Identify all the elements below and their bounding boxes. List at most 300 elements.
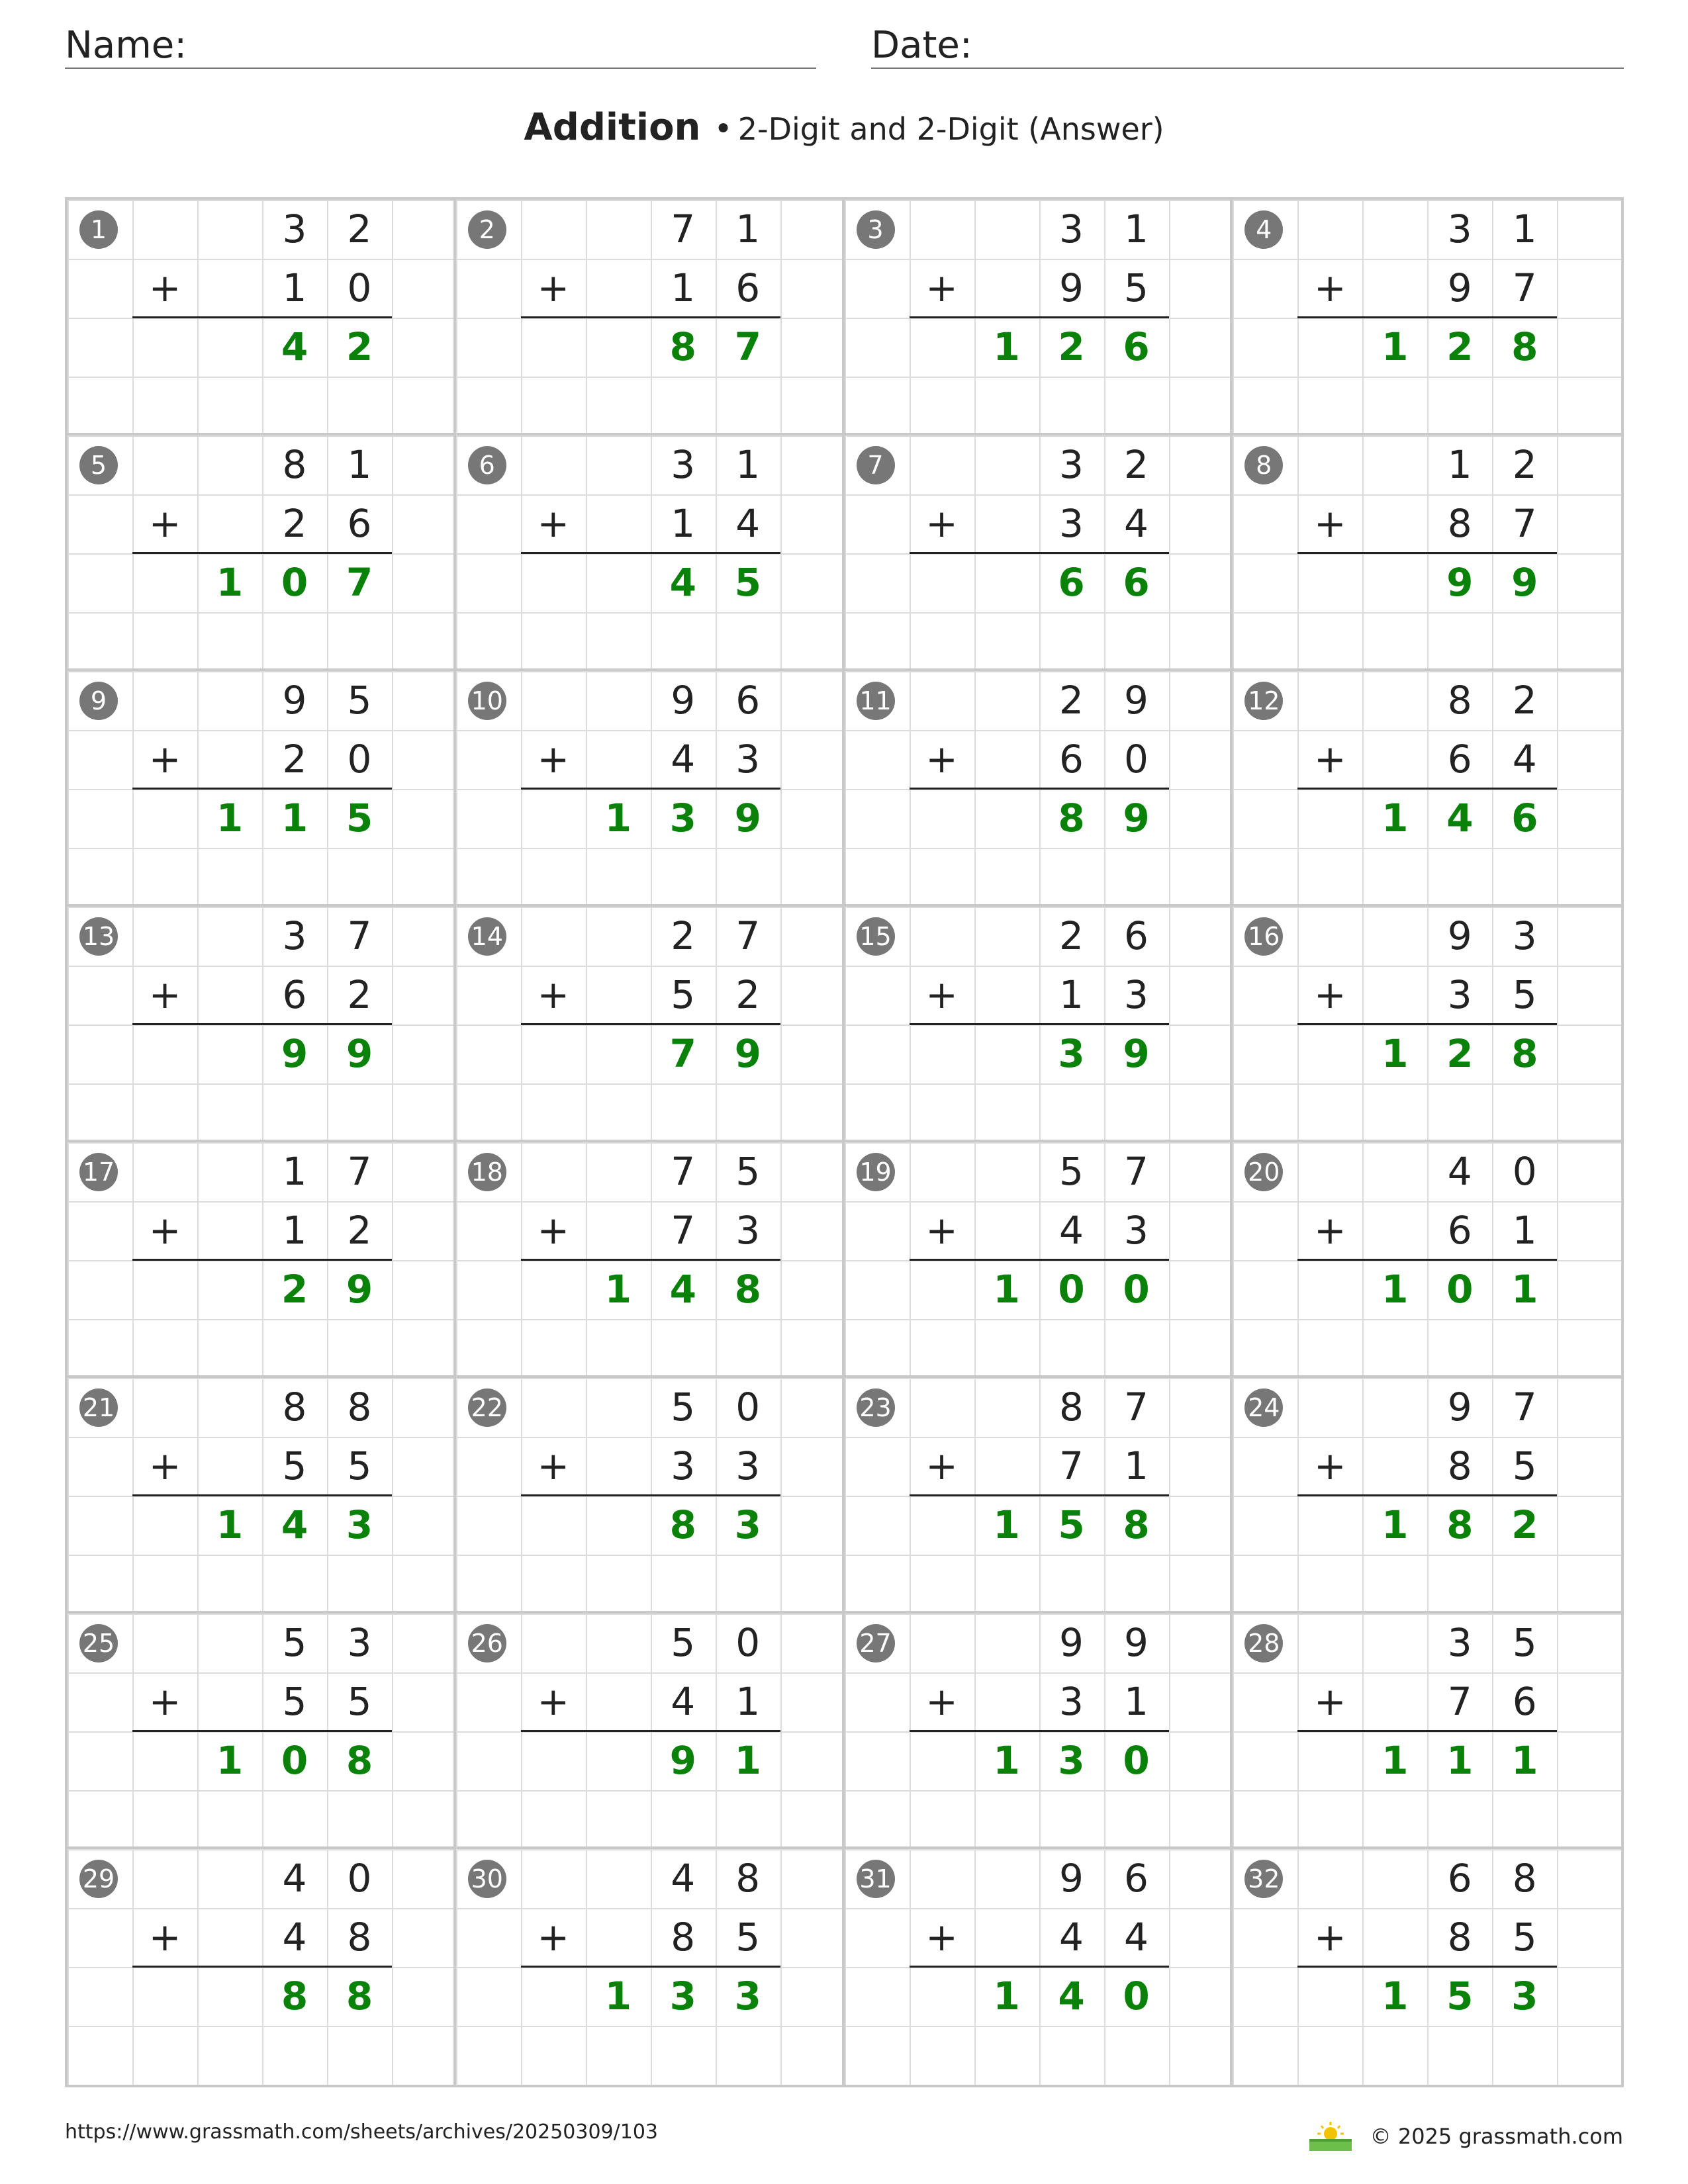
answer-digit: 3 [346, 1502, 373, 1547]
sum-rule [521, 1494, 780, 1496]
answer-digit: 0 [281, 560, 308, 605]
answer-digit [132, 789, 197, 848]
problem-10 [456, 671, 845, 907]
problem-8 [1233, 435, 1621, 671]
addend-top-row [845, 1378, 1231, 1437]
addend-bottom-row [456, 494, 842, 553]
plus-sign: + [925, 1443, 958, 1488]
answer-digit [197, 1967, 262, 2026]
addend-top-digit [132, 1378, 197, 1437]
answer-digit [586, 1496, 651, 1555]
addend-top-row [456, 1849, 842, 1908]
title-main: Addition [524, 106, 701, 149]
answer-digit: 0 [1446, 1267, 1474, 1312]
problem-number-badge: 28 [1244, 1624, 1283, 1662]
addend-top-digit [132, 1849, 197, 1908]
answer-digit: 5 [734, 560, 761, 605]
addend-top-digit: 9 [1059, 1620, 1084, 1665]
addend-top-digit [1362, 1849, 1427, 1908]
answer-row [456, 1024, 842, 1083]
addend-top-digit: 3 [1059, 206, 1084, 251]
problem-number-badge: 23 [857, 1388, 895, 1427]
answer-digit: 8 [669, 324, 696, 369]
addend-top-digit [197, 1849, 262, 1908]
addend-bottom-digit: 6 [347, 501, 372, 546]
addend-top-digit [974, 1614, 1039, 1672]
answer-row [456, 318, 842, 377]
answer-digit [1297, 318, 1362, 377]
answer-digit [132, 1496, 197, 1555]
plus-sign: + [148, 501, 181, 546]
plus-sign: + [537, 972, 570, 1017]
answer-row [845, 1731, 1231, 1790]
addend-bottom-digit: 5 [671, 972, 696, 1017]
answer-digit: 3 [669, 796, 696, 841]
answer-digit: 1 [734, 1738, 761, 1783]
addend-top-digit [586, 671, 651, 730]
answer-digit: 0 [1123, 1738, 1150, 1783]
addend-bottom-digit: 3 [735, 1208, 761, 1253]
answer-digit: 4 [669, 1267, 696, 1312]
answer-digit: 8 [734, 1267, 761, 1312]
answer-digit: 1 [604, 1267, 632, 1312]
addend-top-row [456, 200, 842, 259]
addend-top-row [1233, 1614, 1621, 1672]
plus-sign: + [537, 501, 570, 546]
addend-top-digit: 3 [282, 913, 307, 958]
addend-bottom-digit [1362, 1201, 1427, 1260]
problem-number-badge: 7 [857, 446, 895, 484]
sum-rule [132, 788, 392, 790]
problem-2 [456, 200, 845, 435]
addend-bottom-digit [586, 1672, 651, 1731]
answer-digit: 8 [281, 1974, 308, 2019]
addend-bottom-row [68, 259, 453, 318]
addend-bottom-digit [974, 1908, 1039, 1967]
addend-bottom-row [68, 1908, 453, 1967]
addend-bottom-digit: 7 [1512, 501, 1537, 546]
answer-row [1233, 1024, 1621, 1083]
addend-top-digit [974, 200, 1039, 259]
answer-digit: 9 [1123, 796, 1150, 841]
answer-digit [521, 1731, 586, 1790]
answer-digit: 8 [346, 1974, 373, 2019]
problem-22 [456, 1378, 845, 1614]
addend-bottom-digit: 5 [1512, 972, 1537, 1017]
plus-sign: + [537, 1443, 570, 1488]
answer-row [845, 553, 1231, 612]
answer-digit: 9 [1511, 560, 1538, 605]
addend-bottom-digit: 7 [1059, 1443, 1084, 1488]
answer-digit: 0 [1058, 1267, 1085, 1312]
addend-top-digit [974, 671, 1039, 730]
addend-top-digit: 9 [282, 678, 307, 723]
addend-top-digit [1297, 200, 1362, 259]
answer-row [845, 1967, 1231, 2026]
addend-bottom-digit: 6 [282, 972, 307, 1017]
plus-sign: + [148, 1208, 181, 1253]
answer-digit: 7 [346, 560, 373, 605]
addend-bottom-row [68, 1437, 453, 1496]
answer-row [1233, 1967, 1621, 2026]
addend-bottom-row [68, 730, 453, 789]
addend-bottom-digit [974, 1437, 1039, 1496]
answer-digit: 2 [1446, 324, 1474, 369]
addend-bottom-row [68, 1672, 453, 1731]
addend-top-digit [197, 1142, 262, 1201]
addend-top-digit: 2 [671, 913, 696, 958]
problem-1 [68, 200, 456, 435]
problem-21 [68, 1378, 456, 1614]
addend-top-row [1233, 200, 1621, 259]
answer-digit: 8 [669, 1502, 696, 1547]
answer-digit: 9 [346, 1267, 373, 1312]
addend-top-digit [521, 200, 586, 259]
addend-bottom-digit: 8 [347, 1915, 372, 1960]
sum-rule [910, 1730, 1169, 1732]
addend-top-digit [910, 1142, 974, 1201]
problem-26 [456, 1614, 845, 1849]
addend-bottom-row [845, 494, 1231, 553]
problem-number-badge: 21 [79, 1388, 118, 1427]
addend-top-digit: 9 [1447, 1385, 1472, 1430]
problem-20 [1233, 1142, 1621, 1378]
answer-digit: 1 [604, 1974, 632, 2019]
problem-9 [68, 671, 456, 907]
addend-bottom-digit: 5 [1124, 265, 1149, 310]
answer-digit: 1 [993, 1974, 1020, 2019]
addend-bottom-digit: 1 [1124, 1443, 1149, 1488]
answer-digit: 2 [1446, 1031, 1474, 1076]
problem-number-badge: 22 [468, 1388, 506, 1427]
addend-top-digit: 3 [1512, 913, 1537, 958]
answer-row [845, 789, 1231, 848]
name-field[interactable] [65, 24, 816, 69]
addend-top-digit [910, 907, 974, 966]
addend-top-digit: 9 [1059, 1856, 1084, 1901]
addend-top-digit: 8 [1447, 678, 1472, 723]
addend-top-digit [1297, 907, 1362, 966]
addend-bottom-digit: 8 [1447, 1915, 1472, 1960]
addend-bottom-digit: 4 [735, 501, 761, 546]
problem-23 [845, 1378, 1233, 1614]
answer-digit: 9 [669, 1738, 696, 1783]
answer-digit: 5 [1058, 1502, 1085, 1547]
answer-digit: 1 [1382, 1031, 1409, 1076]
addend-bottom-digit: 2 [347, 972, 372, 1017]
addend-top-digit: 6 [1447, 1856, 1472, 1901]
addend-bottom-digit: 2 [282, 501, 307, 546]
answer-digit: 9 [346, 1031, 373, 1076]
answer-row [1233, 1731, 1621, 1790]
addend-top-digit: 2 [347, 206, 372, 251]
problem-32 [1233, 1849, 1621, 2085]
addend-top-digit: 7 [1124, 1385, 1149, 1430]
addend-top-row [845, 200, 1231, 259]
problem-number-badge: 15 [857, 917, 895, 956]
answer-digit: 8 [1511, 324, 1538, 369]
answer-digit [910, 553, 974, 612]
plus-sign: + [148, 1915, 181, 1960]
answer-row [68, 1024, 453, 1083]
addend-top-row [1233, 1849, 1621, 1908]
addend-bottom-row [456, 1201, 842, 1260]
addend-top-digit [586, 1142, 651, 1201]
problem-number-badge: 17 [79, 1153, 118, 1191]
addend-top-digit [197, 1378, 262, 1437]
answer-row [456, 1496, 842, 1555]
addend-top-digit [910, 1378, 974, 1437]
answer-row [456, 1967, 842, 2026]
addend-bottom-digit: 1 [282, 1208, 307, 1253]
addend-bottom-digit: 5 [347, 1443, 372, 1488]
addend-top-digit: 3 [1447, 1620, 1472, 1665]
answer-digit: 1 [281, 796, 308, 841]
addend-bottom-digit: 2 [282, 737, 307, 782]
addend-bottom-row [456, 966, 842, 1024]
sum-rule [132, 1259, 392, 1261]
addend-top-digit: 8 [1512, 1856, 1537, 1901]
plus-sign: + [537, 1208, 570, 1253]
addend-top-digit [974, 1378, 1039, 1437]
addend-bottom-digit [586, 259, 651, 318]
addend-top-digit: 9 [1124, 1620, 1149, 1665]
addend-top-digit: 8 [282, 1385, 307, 1430]
addend-bottom-digit [1362, 1437, 1427, 1496]
answer-digit: 3 [1058, 1031, 1085, 1076]
answer-digit: 4 [281, 1502, 308, 1547]
addend-bottom-digit: 5 [735, 1915, 761, 1960]
addend-bottom-digit [586, 1437, 651, 1496]
addend-bottom-digit [197, 1201, 262, 1260]
addend-bottom-digit: 1 [671, 501, 696, 546]
plus-sign: + [1313, 737, 1346, 782]
addend-top-digit [1297, 1142, 1362, 1201]
footer-copyright [1307, 2120, 1623, 2152]
addend-bottom-digit: 3 [1059, 1679, 1084, 1724]
answer-digit: 9 [734, 1031, 761, 1076]
answer-digit: 1 [1382, 1502, 1409, 1547]
answer-row [68, 789, 453, 848]
answer-digit: 6 [1123, 560, 1150, 605]
answer-digit: 0 [1123, 1974, 1150, 2019]
answer-digit: 4 [1446, 796, 1474, 841]
answer-row [1233, 789, 1621, 848]
plus-sign: + [925, 501, 958, 546]
problem-18 [456, 1142, 845, 1378]
answer-digit [910, 789, 974, 848]
addend-bottom-row [68, 494, 453, 553]
problem-11 [845, 671, 1233, 907]
answer-digit: 1 [1511, 1738, 1538, 1783]
addend-top-row [68, 907, 453, 966]
addend-bottom-row [456, 1908, 842, 1967]
problem-27 [845, 1614, 1233, 1849]
problem-number-badge: 25 [79, 1624, 118, 1662]
problem-19 [845, 1142, 1233, 1378]
addend-top-digit [521, 671, 586, 730]
answer-digit [1297, 1496, 1362, 1555]
addend-bottom-digit [1362, 259, 1427, 318]
addend-bottom-row [456, 1672, 842, 1731]
addend-bottom-digit: 6 [1059, 737, 1084, 782]
footer-url[interactable]: https://www.grassmath.com/sheets/archives/20250309/103 [65, 2120, 659, 2144]
addend-bottom-digit: 6 [1447, 1208, 1472, 1253]
addend-top-digit: 5 [347, 678, 372, 723]
addend-top-digit [974, 435, 1039, 494]
addend-top-digit: 5 [735, 1149, 761, 1194]
answer-digit [521, 553, 586, 612]
addend-bottom-digit [586, 730, 651, 789]
addend-top-row [1233, 1142, 1621, 1201]
answer-row [456, 1260, 842, 1319]
addend-top-row [68, 1142, 453, 1201]
addend-top-digit: 2 [1124, 442, 1149, 487]
sum-rule [132, 1966, 392, 1968]
problem-number-badge: 4 [1244, 210, 1283, 249]
page-title [0, 106, 1688, 149]
sum-rule [132, 552, 392, 554]
date-field[interactable] [871, 24, 1624, 69]
answer-digit [910, 1496, 974, 1555]
plus-sign: + [1313, 1443, 1346, 1488]
addend-top-digit [521, 1849, 586, 1908]
addend-top-digit [132, 435, 197, 494]
addend-bottom-digit: 5 [282, 1679, 307, 1724]
addend-top-digit [586, 1614, 651, 1672]
addend-top-digit: 8 [735, 1856, 761, 1901]
addend-top-digit [132, 1614, 197, 1672]
addend-bottom-digit: 1 [735, 1679, 761, 1724]
addend-bottom-digit [974, 1201, 1039, 1260]
problem-number-badge: 3 [857, 210, 895, 249]
sum-rule [521, 552, 780, 554]
addend-top-digit [132, 1142, 197, 1201]
addend-top-digit [1297, 1849, 1362, 1908]
addend-top-digit [974, 1849, 1039, 1908]
problem-3 [845, 200, 1233, 435]
problem-number-badge: 11 [857, 682, 895, 720]
addend-bottom-digit [1362, 1908, 1427, 1967]
addend-bottom-row [845, 259, 1231, 318]
sum-rule [132, 1023, 392, 1025]
addend-top-row [845, 435, 1231, 494]
answer-row [456, 789, 842, 848]
addend-bottom-row [1233, 1908, 1621, 1967]
addend-bottom-digit: 4 [1512, 737, 1537, 782]
answer-digit [132, 1024, 197, 1083]
plus-sign: + [537, 265, 570, 310]
addend-top-digit [132, 200, 197, 259]
addend-top-digit [132, 671, 197, 730]
problem-number-badge: 31 [857, 1860, 895, 1898]
plus-sign: + [925, 972, 958, 1017]
answer-digit [586, 318, 651, 377]
answer-digit [521, 318, 586, 377]
sum-rule [521, 1966, 780, 1968]
addend-bottom-digit: 3 [671, 1443, 696, 1488]
plus-sign: + [925, 1208, 958, 1253]
addend-bottom-row [1233, 1201, 1621, 1260]
addend-bottom-digit [197, 259, 262, 318]
sum-rule [1297, 1494, 1557, 1496]
addend-top-digit [1297, 1378, 1362, 1437]
addend-bottom-row [845, 966, 1231, 1024]
addend-top-row [845, 671, 1231, 730]
answer-digit: 1 [993, 324, 1020, 369]
addend-top-row [68, 200, 453, 259]
addend-bottom-digit: 4 [1124, 501, 1149, 546]
addend-bottom-digit [974, 966, 1039, 1024]
answer-digit [521, 1967, 586, 2026]
addend-top-digit: 5 [1059, 1149, 1084, 1194]
addend-top-digit [586, 907, 651, 966]
addend-bottom-digit: 5 [1512, 1915, 1537, 1960]
addend-bottom-row [845, 1437, 1231, 1496]
addend-bottom-digit [197, 1672, 262, 1731]
answer-row [68, 1731, 453, 1790]
answer-digit: 5 [1446, 1974, 1474, 2019]
answer-digit [974, 553, 1039, 612]
sun-over-grass-icon [1307, 2120, 1354, 2152]
addend-top-digit [1362, 435, 1427, 494]
sum-rule [1297, 552, 1557, 554]
addend-bottom-digit: 9 [1447, 265, 1472, 310]
addend-top-row [845, 1849, 1231, 1908]
answer-digit [586, 1731, 651, 1790]
plus-sign: + [537, 1679, 570, 1724]
addend-top-digit [1297, 1614, 1362, 1672]
answer-digit [1297, 1731, 1362, 1790]
answer-digit [1297, 1967, 1362, 2026]
addend-top-digit [1362, 1378, 1427, 1437]
answer-digit: 1 [216, 560, 244, 605]
date-label: Date: [871, 24, 972, 67]
addend-top-digit [1362, 907, 1427, 966]
addend-top-digit [132, 907, 197, 966]
addend-top-digit [197, 1614, 262, 1672]
addend-top-digit [910, 1849, 974, 1908]
plus-sign: + [925, 1679, 958, 1724]
addend-bottom-digit: 3 [1124, 1208, 1149, 1253]
sum-rule [521, 1259, 780, 1261]
sum-rule [132, 316, 392, 318]
problem-number-badge: 1 [79, 210, 118, 249]
plus-sign: + [537, 737, 570, 782]
addend-top-digit: 9 [1447, 913, 1472, 958]
answer-row [845, 1496, 1231, 1555]
addend-top-row [1233, 907, 1621, 966]
addend-bottom-row [845, 1201, 1231, 1260]
answer-digit [910, 1731, 974, 1790]
addend-bottom-digit: 3 [1124, 972, 1149, 1017]
addend-bottom-digit: 0 [347, 265, 372, 310]
sum-rule [910, 1259, 1169, 1261]
addend-top-digit: 4 [671, 1856, 696, 1901]
answer-digit [521, 1496, 586, 1555]
addend-bottom-digit [1362, 1672, 1427, 1731]
addend-top-digit: 6 [1124, 913, 1149, 958]
problem-number-badge: 24 [1244, 1388, 1283, 1427]
addend-top-digit [1362, 200, 1427, 259]
addend-bottom-digit: 8 [1447, 501, 1472, 546]
problem-15 [845, 907, 1233, 1142]
answer-row [845, 1024, 1231, 1083]
addend-bottom-row [1233, 1437, 1621, 1496]
addend-top-row [1233, 671, 1621, 730]
plus-sign: + [925, 1915, 958, 1960]
answer-digit: 9 [734, 796, 761, 841]
